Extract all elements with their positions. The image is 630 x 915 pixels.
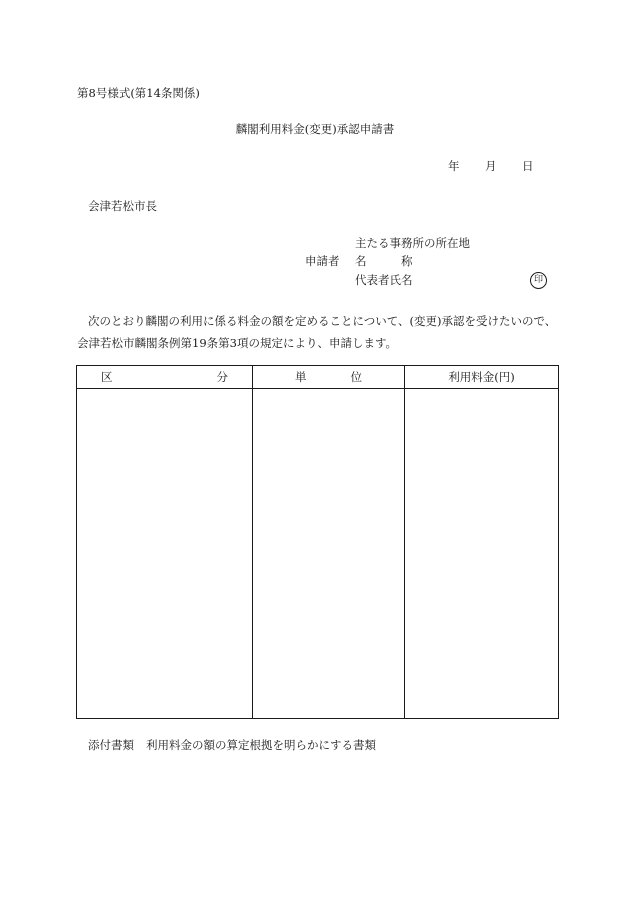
unit-cell[interactable] [253, 389, 405, 719]
office-address-label: 主たる事務所の所在地 [355, 236, 470, 250]
addressee: 会津若松市長 [88, 199, 157, 213]
column-header-category [77, 366, 253, 389]
name-label-part-1: 名 [355, 254, 367, 268]
name-label-part-2: 称 [401, 254, 413, 268]
date-month-label: 月 [485, 159, 497, 173]
column-header-unit [253, 366, 405, 389]
representative-label: 代表者氏名 [355, 273, 413, 287]
name-label [355, 255, 413, 269]
attachments-label: 添付書類 [88, 738, 134, 752]
attachments-text: 利用料金の額の算定根拠を明らかにする書類 [146, 738, 376, 752]
seal-mark: 印 [530, 272, 547, 289]
fee-table [76, 365, 559, 719]
column-header-category-part-2: 分 [216, 370, 228, 384]
column-header-unit-part-1: 単 [295, 370, 307, 384]
attachments-note [88, 739, 376, 753]
table-row [77, 389, 559, 719]
applicant-label: 申請者 [305, 254, 340, 268]
column-header-fee: 利用料金(円) [405, 366, 559, 389]
fee-cell[interactable] [405, 389, 559, 719]
table-header-row [77, 366, 559, 389]
column-header-category-part-1: 区 [101, 370, 113, 384]
date-row [448, 160, 534, 174]
date-year-label: 年 [448, 159, 460, 173]
form-number: 第8号様式(第14条関係) [77, 86, 200, 100]
category-cell[interactable] [77, 389, 253, 719]
column-header-unit-part-2: 位 [350, 370, 362, 384]
date-day-label: 日 [522, 159, 534, 173]
body-text: 次のとおり麟閣の利用に係る料金の額を定めることについて、(変更)承認を受けたいので、会津若松市麟閣条例第19条第3項の規定により、申請します。 [77, 314, 557, 350]
document-title: 麟閣利用料金(変更)承認申請書 [235, 122, 395, 136]
